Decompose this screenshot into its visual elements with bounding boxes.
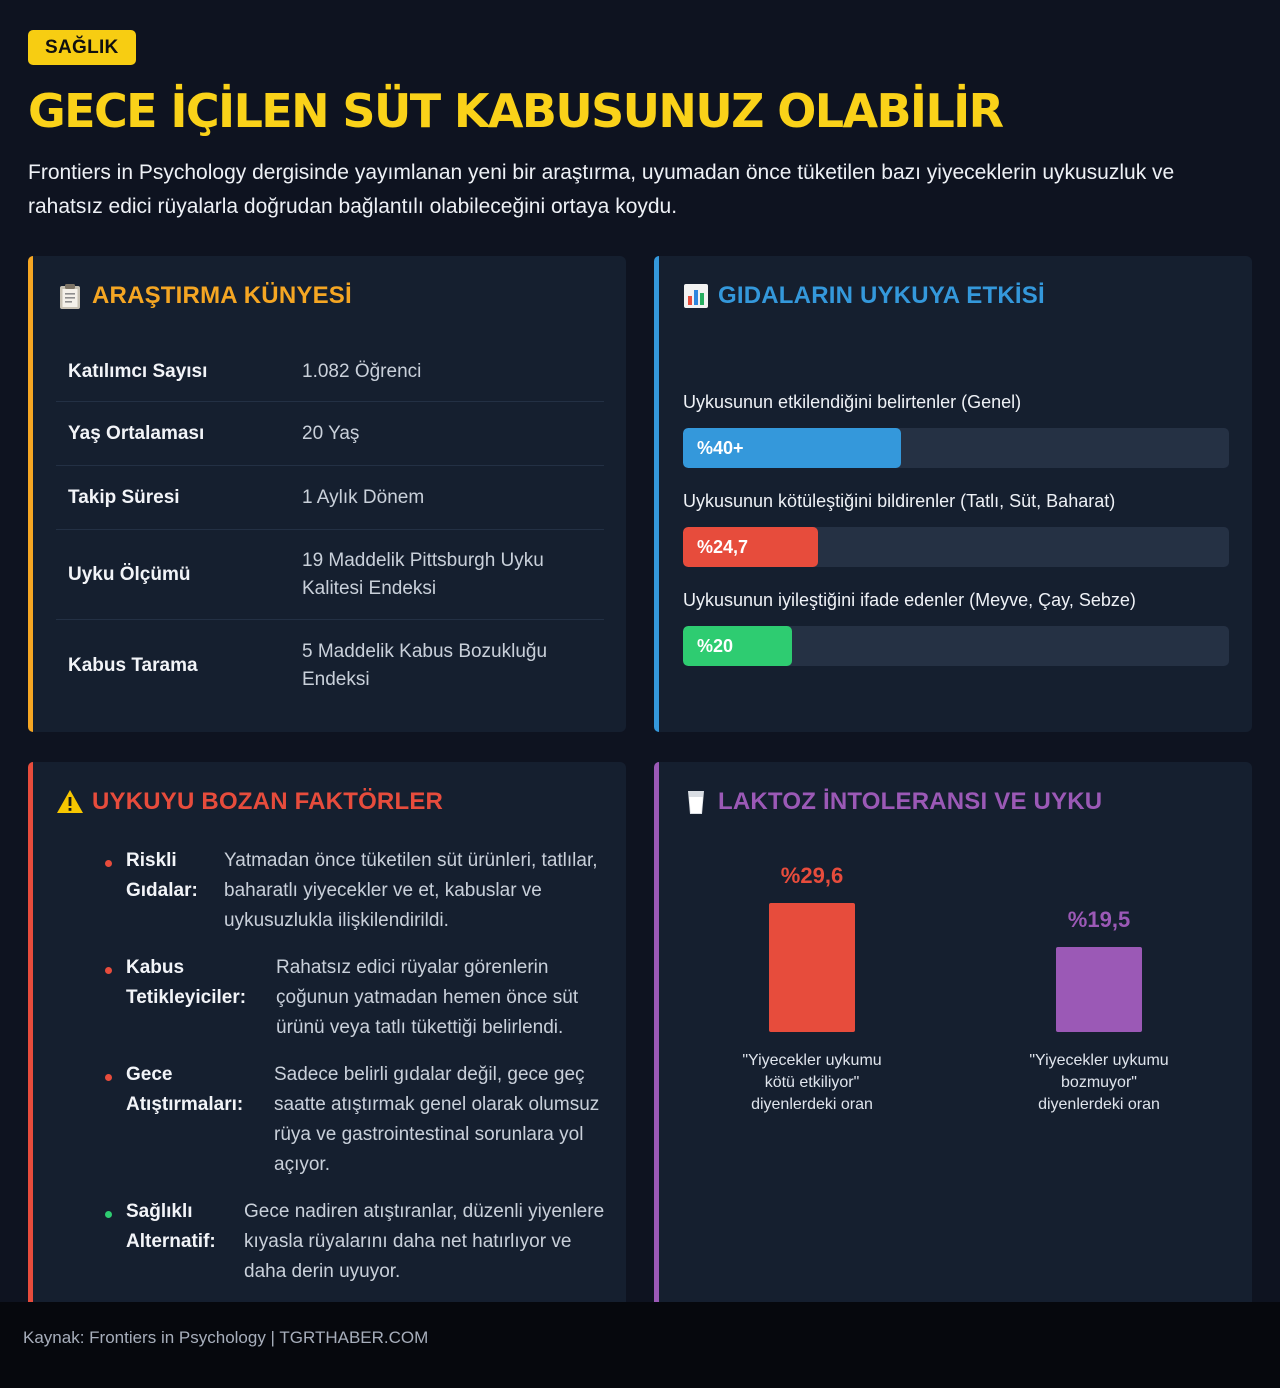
- card-accent-bar: [654, 256, 659, 732]
- column-caption-line: diyenlerdeki oran: [1038, 1096, 1160, 1113]
- stat-bar-label: Uykusunun etkilendiğini belirtenler (Genel): [683, 392, 1022, 412]
- lactose-bar-chart: [654, 762, 1252, 1322]
- stat-bar-group: [683, 491, 1229, 567]
- stat-bar-group: [683, 590, 1229, 666]
- row-value: 1 Aylık Dönem: [302, 486, 425, 508]
- table-row: [56, 466, 604, 530]
- clipboard-icon: [56, 282, 84, 310]
- card-title-text: UYKUYU BOZAN FAKTÖRLER: [92, 788, 444, 815]
- warning-icon: [56, 788, 84, 816]
- row-key: Takip Süresi: [68, 486, 180, 508]
- factor-key-line: Alternatif:: [126, 1231, 216, 1252]
- row-key: Katılımcı Sayısı: [68, 360, 208, 382]
- row-value: 1.082 Öğrenci: [302, 360, 422, 382]
- stat-bar-fill: %40+: [683, 428, 901, 468]
- bullet-dot: [100, 1197, 126, 1287]
- stat-bar-track: [683, 428, 1229, 468]
- factor-text: Sadece belirli gıdalar değil, gece geç saatte atıştırmak genel olarak olumsuz rüya ve gastrointestinal sorunlara yol açıyor.: [274, 1064, 600, 1175]
- bullet-dot: [100, 1060, 126, 1180]
- factor-key-line: Gece: [126, 1064, 173, 1085]
- bar-chart-icon: [682, 282, 710, 310]
- bullet-dot: [100, 953, 126, 1043]
- factor-key-line: Atıştırmaları:: [126, 1094, 244, 1115]
- factor-key-line: Tetikleyiciler:: [126, 987, 247, 1008]
- table-row: [56, 342, 604, 402]
- factor-key-line: Riskli: [126, 850, 177, 871]
- factor-key: [126, 1060, 262, 1180]
- column-value-label: %19,5: [1067, 907, 1131, 932]
- factor-key: [126, 846, 212, 936]
- column-caption-line: "Yiyecekler uykumu: [742, 1052, 882, 1069]
- column-caption-line: bozmuyor": [1061, 1074, 1137, 1091]
- factor-key-line: Kabus: [126, 957, 185, 978]
- food-effect-card: [654, 256, 1252, 732]
- row-value: 5 Maddelik Kabus Bozukluğu Endeksi: [302, 641, 548, 690]
- bullet-dot: [100, 846, 126, 936]
- card-title-text: ARAŞTIRMA KÜNYESİ: [92, 282, 352, 309]
- footer: [0, 1302, 1280, 1388]
- table-row: [56, 620, 604, 712]
- page-title: GECE İÇİLEN SÜT KABUSUNUZ OLABİLİR: [28, 84, 1003, 138]
- row-key: Kabus Tarama: [68, 655, 198, 676]
- table-row: [56, 530, 604, 620]
- card-accent-bar: [28, 256, 33, 732]
- column-caption-line: kötü etkiliyor": [764, 1074, 860, 1091]
- list-item: [100, 953, 610, 1043]
- column-caption: [712, 1050, 912, 1116]
- list-item: [100, 846, 610, 936]
- lactose-card: [654, 762, 1252, 1322]
- factor-text: Gece nadiren atıştıranlar, düzenli yiyenlere kıyasla rüyalarını daha net hatırlıyor ve daha derin uyuyor.: [244, 1201, 605, 1282]
- column-caption-line: "Yiyecekler uykumu: [1029, 1052, 1169, 1069]
- factor-text: Yatmadan önce tüketilen süt ürünleri, tatlılar, baharatlı yiyecekler ve et, kabuslar ve uykusuzlukla ilişkilendirildi.: [224, 850, 598, 931]
- category-badge: SAĞLIK: [28, 30, 136, 65]
- stat-bar-track: [683, 527, 1229, 567]
- column-value-label: %29,6: [780, 863, 844, 888]
- list-item: [100, 1197, 610, 1287]
- stat-bar-fill: %20: [683, 626, 792, 666]
- factor-key: [126, 1197, 232, 1287]
- card-title-text: GIDALARIN UYKUYA ETKİSİ: [718, 282, 1045, 309]
- study-info-card: [28, 256, 626, 732]
- card-title-text: LAKTOZ İNTOLERANSI VE UYKU: [718, 788, 1103, 815]
- factor-text: Rahatsız edici rüyalar görenlerin çoğunun yatmadan hemen önce süt ürünü veya tatlı tükettiği belirlendi.: [276, 957, 579, 1038]
- list-item: [100, 1060, 610, 1180]
- row-value: 20 Yaş: [302, 422, 360, 444]
- table-row: [56, 402, 604, 466]
- sleep-factors-card: [28, 762, 626, 1322]
- card-title: [56, 282, 352, 310]
- card-title: [682, 282, 1045, 310]
- column-bar: [1056, 947, 1142, 1032]
- factor-key-line: Gıdalar:: [126, 880, 198, 901]
- source-credit: Kaynak: Frontiers in Psychology | TGRTHABER.COM: [23, 1328, 429, 1347]
- stat-bar-track: [683, 626, 1229, 666]
- card-title: [56, 788, 443, 816]
- row-value: 19 Maddelik Pittsburgh Uyku Kalitesi Endeksi: [302, 549, 544, 599]
- study-info-table: [56, 342, 604, 712]
- column-caption-line: diyenlerdeki oran: [751, 1096, 873, 1113]
- stat-bar-group: [683, 392, 1229, 468]
- intro-paragraph: Frontiers in Psychology dergisinde yayımlanan yeni bir araştırma, uyumadan önce tüketilen bazı yiyeceklerin uykusuzluk ve rahatsız edici rüyalarla doğrudan bağlantılı olabileceğini ortaya koydu.: [28, 161, 1175, 218]
- card-accent-bar: [28, 762, 33, 1322]
- column-caption: [999, 1050, 1199, 1116]
- column-bar: [769, 903, 855, 1032]
- row-key: Uyku Ölçümü: [68, 563, 191, 585]
- stat-bar-label: Uykusunun iyileştiğini ifade edenler (Meyve, Çay, Sebze): [683, 590, 1136, 610]
- factor-key: [126, 953, 264, 1043]
- row-key: Yaş Ortalaması: [68, 422, 205, 444]
- factor-key-line: Sağlıklı: [126, 1201, 193, 1222]
- stat-bar-fill: %24,7: [683, 527, 818, 567]
- stat-bar-label: Uykusunun kötüleştiğini bildirenler (Tatlı, Süt, Baharat): [683, 491, 1116, 511]
